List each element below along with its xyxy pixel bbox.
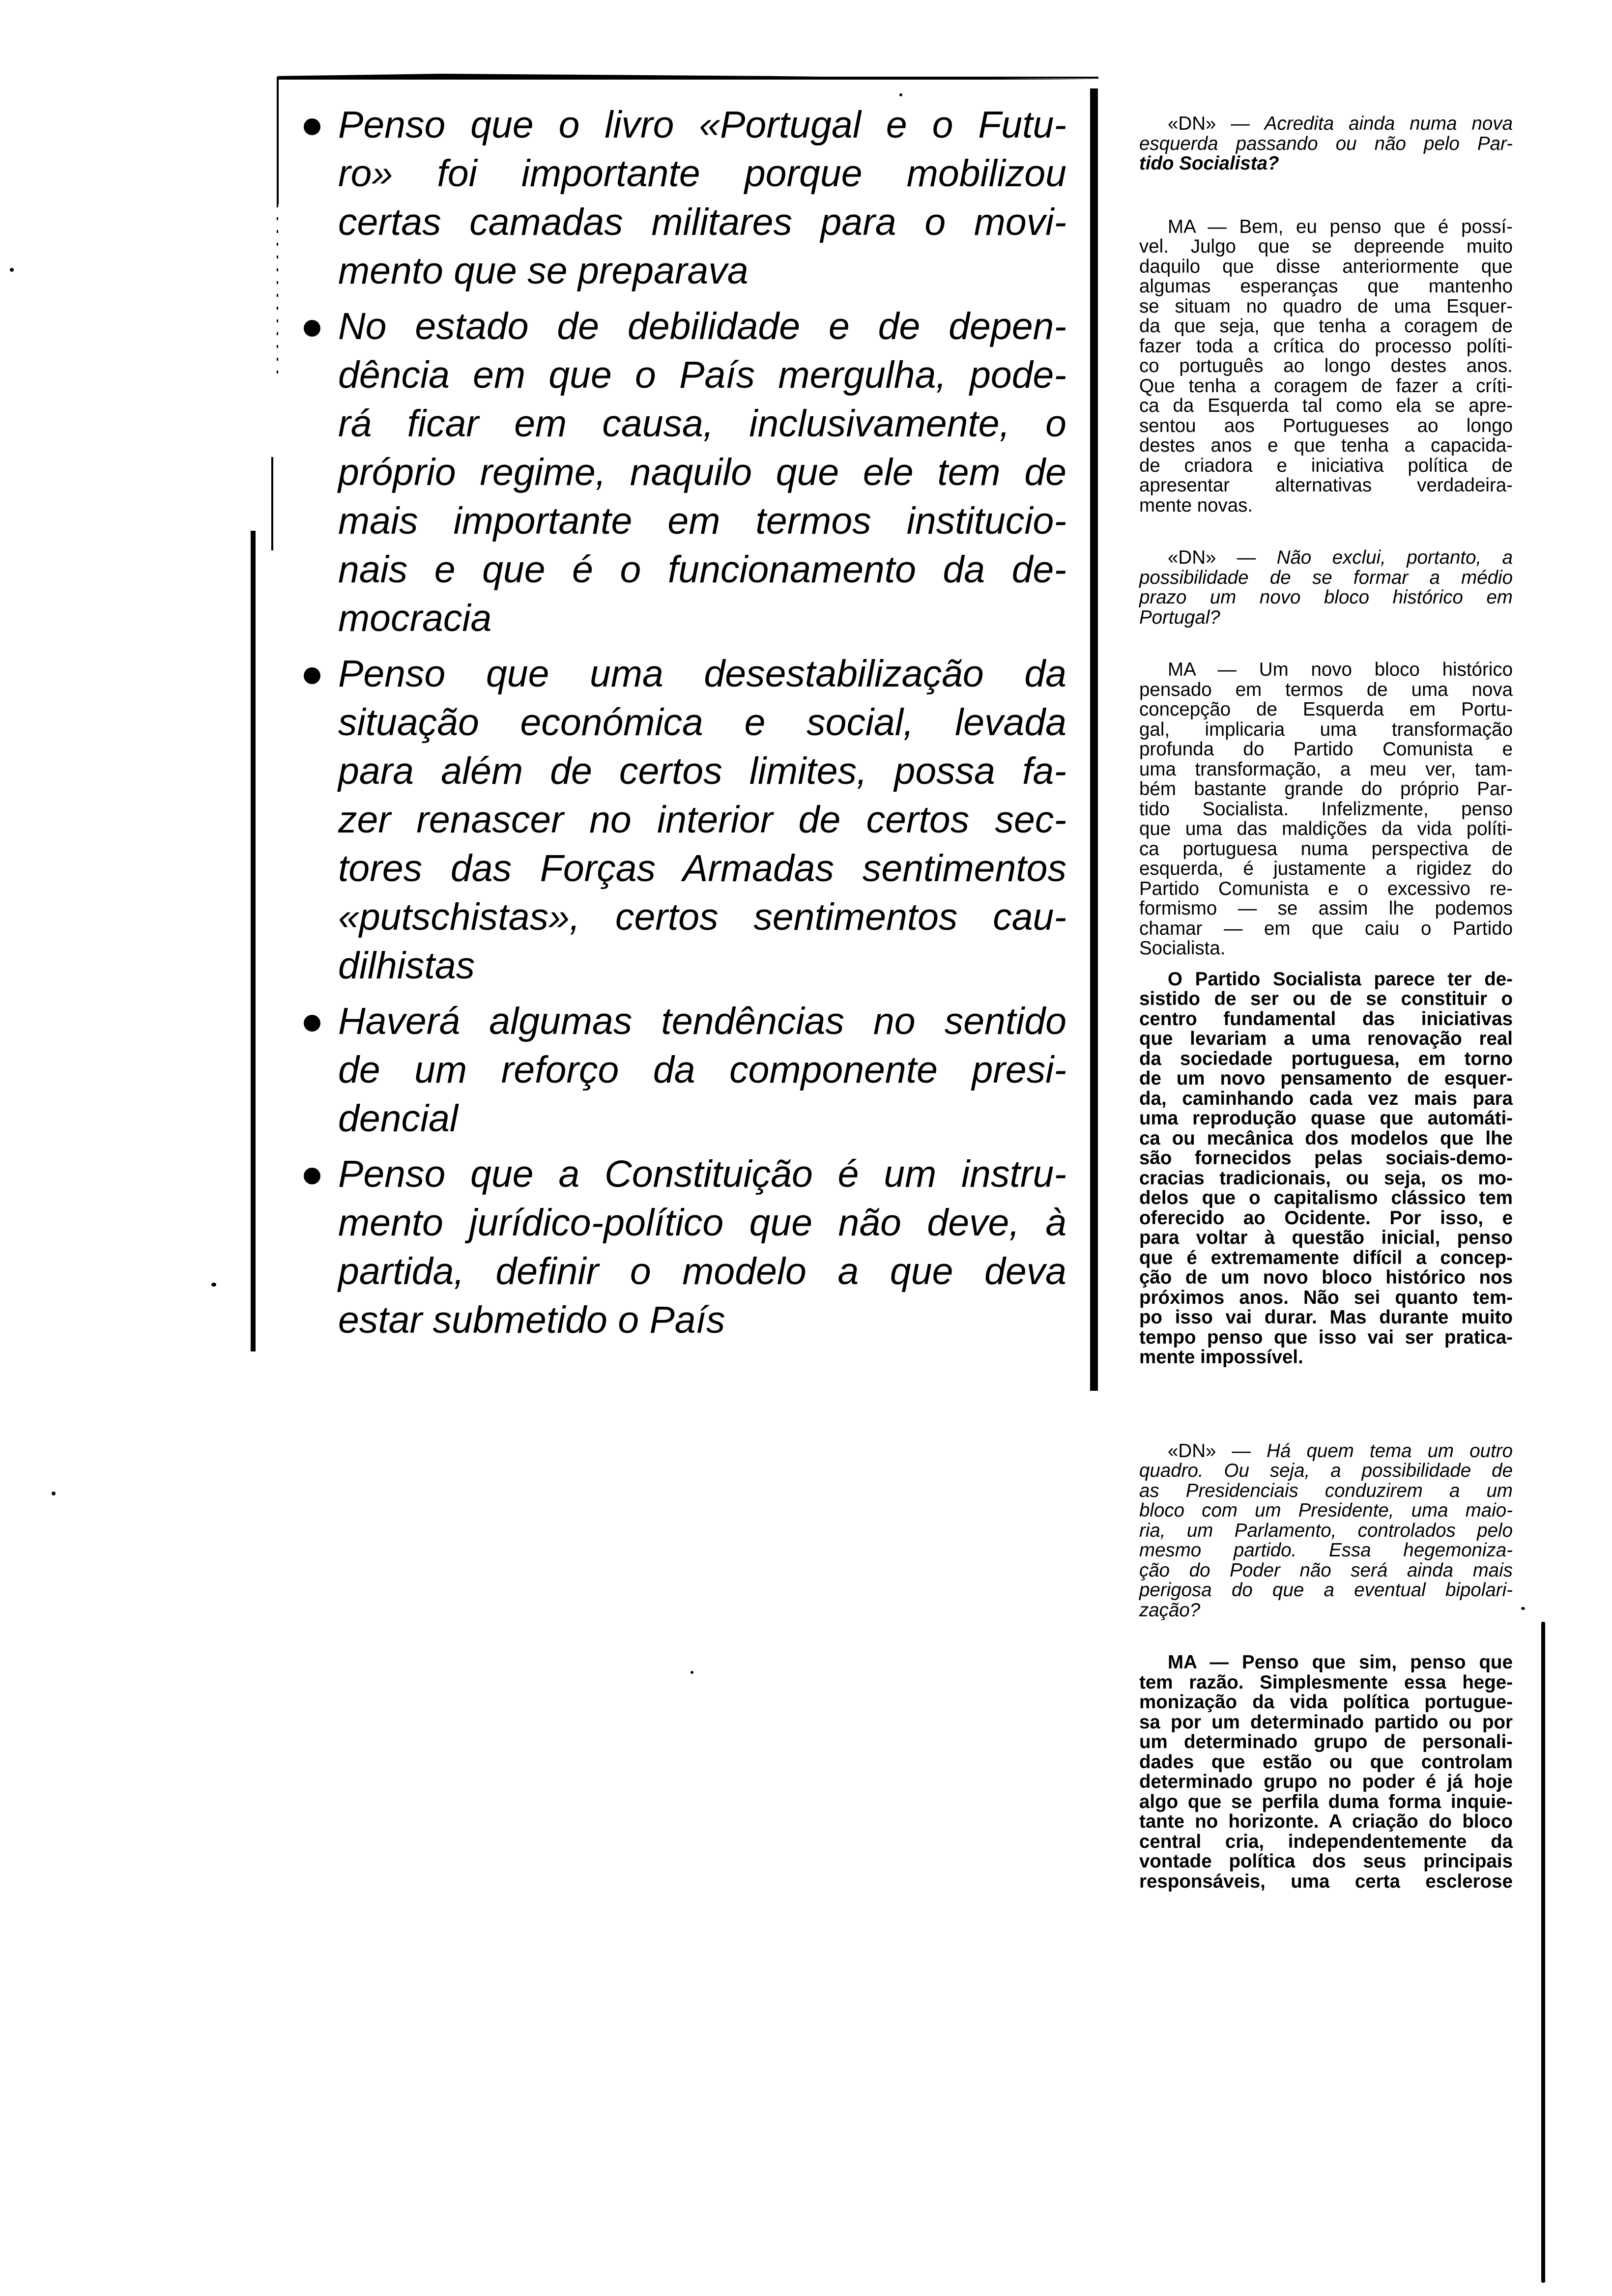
highlight-line: Haverá algumas tendências no sentido	[338, 1000, 1066, 1042]
text-line: esquerda passando ou não pelo Par-	[1139, 133, 1513, 154]
highlight-line: Penso que uma desestabilização da	[338, 653, 1066, 695]
box-right-border-thick	[1090, 88, 1098, 1391]
text-line: da que seja, que tenha a coragem de	[1139, 316, 1513, 337]
highlight-item	[300, 997, 1066, 1143]
answer-paragraph	[1139, 1653, 1513, 1892]
text-line: uma transformação, a meu ver, tam-	[1139, 758, 1513, 780]
scan-speck	[211, 1283, 216, 1287]
text-line: esquerda, é justamente a rigidez do	[1139, 858, 1513, 879]
bullet-icon	[304, 1015, 320, 1032]
text-line: tido Socialista?	[1139, 153, 1279, 174]
text-line: tempo penso que isso vai ser pratica-	[1139, 1326, 1513, 1348]
text-line: mente novas.	[1139, 494, 1253, 516]
text-line: que é extremamente difícil a concep-	[1139, 1247, 1513, 1268]
scan-speck	[1521, 1607, 1525, 1610]
highlight-line: tores das Forças Armadas sentimentos	[338, 847, 1066, 890]
highlight-line: estar submetido o País	[338, 1299, 725, 1341]
text-line: central cria, independentemente da	[1139, 1831, 1513, 1852]
bullet-icon	[304, 1168, 320, 1184]
text-line: são fornecidos pelas sociais-demo-	[1139, 1148, 1513, 1169]
question-paragraph	[1139, 114, 1513, 174]
scan-speck	[52, 1492, 56, 1495]
text-line: ca portuguesa numa perspectiva de	[1139, 838, 1513, 860]
text-line: Que tenha a coragem de fazer a críti-	[1139, 375, 1513, 397]
scan-speck	[691, 1671, 693, 1674]
text-line: Um novo bloco histórico	[1259, 659, 1513, 680]
text-line: as Presidenciais conduzirem a um	[1139, 1480, 1513, 1501]
answer-paragraph	[1139, 217, 1513, 516]
highlight-line: zer renascer no interior de certos sec-	[338, 799, 1066, 841]
highlights-box	[300, 101, 1066, 1351]
text-line: sistido de ser ou de se constituir o	[1139, 988, 1513, 1009]
text-line: apresentar alternativas verdadeira-	[1139, 475, 1513, 496]
text-line: Acredita ainda numa nova	[1264, 113, 1513, 134]
text-line: gal, implicaria uma transformação	[1139, 718, 1513, 740]
text-line: possibilidade de se formar a médio	[1139, 567, 1513, 588]
text-line: O Partido Socialista parece ter de-	[1168, 968, 1513, 990]
speaker-label: «DN» —	[1168, 113, 1265, 134]
highlight-line: situação económica e social, levada	[338, 701, 1066, 744]
text-line: da, caminhando cada vez mais para	[1139, 1088, 1513, 1109]
bullet-icon	[304, 667, 320, 684]
text-line: vontade política dos seus principais	[1139, 1851, 1513, 1872]
scan-speck	[10, 268, 14, 272]
box-left-border-broken	[277, 204, 278, 381]
text-line: pensado em termos de uma nova	[1139, 679, 1513, 700]
text-line: se situam no quadro de uma Esquer-	[1139, 295, 1513, 317]
text-line: fazer toda a crítica do processo políti-	[1139, 335, 1513, 357]
text-line: delos que o capitalismo clássico tem	[1139, 1187, 1513, 1208]
text-line: formismo — se assim lhe podemos	[1139, 898, 1513, 919]
text-line: profunda do Partido Comunista e	[1139, 739, 1513, 760]
highlight-line: rá ficar em causa, inclusivamente, o	[338, 402, 1066, 445]
speaker-label: MA —	[1168, 1652, 1242, 1673]
highlight-line: Penso que o livro «Portugal e o Futu-	[338, 104, 1066, 146]
text-line: prazo um novo bloco histórico em	[1139, 587, 1513, 608]
text-line: Socialista.	[1139, 938, 1226, 959]
text-line: algumas esperanças que mantenho	[1139, 276, 1513, 297]
text-line: cracias tradicionais, ou seja, os mo-	[1139, 1167, 1513, 1189]
text-line: dades que estão ou que controlam	[1139, 1751, 1513, 1773]
text-line: uma reprodução quase que automáti-	[1139, 1108, 1513, 1129]
column-rule	[1541, 1622, 1545, 2283]
answer-paragraph	[1139, 970, 1513, 1368]
text-line: sentou aos Portugueses ao longo	[1139, 415, 1513, 436]
text-line: Portugal?	[1139, 606, 1220, 628]
highlight-line: mento jurídico-político que não deve, à	[338, 1202, 1066, 1244]
text-line: algo que se perfila duma forma inquie-	[1139, 1791, 1513, 1812]
highlight-line: próprio regime, naquilo que ele tem de	[338, 451, 1066, 493]
text-line: ca ou mecânica dos modelos que lhe	[1139, 1127, 1513, 1149]
text-line: concepção de Esquerda em Portu-	[1139, 699, 1513, 720]
highlight-item	[300, 1150, 1066, 1345]
highlight-item	[300, 101, 1066, 295]
text-line: bém bastante grande do próprio Par-	[1139, 778, 1513, 800]
highlight-item	[300, 302, 1066, 643]
text-line: monização da vida política portugue-	[1139, 1692, 1513, 1713]
bullet-icon	[304, 118, 320, 135]
highlight-line: dência em que o País mergulha, pode-	[338, 354, 1066, 396]
highlight-line: «putschistas», certos sentimentos cau-	[338, 896, 1066, 938]
highlight-line: mais importante em termos institucio-	[338, 500, 1066, 542]
highlight-line: nais e que é o funcionamento da de-	[338, 548, 1066, 591]
box-left-border-thick	[251, 531, 256, 1351]
text-line: Há quem tema um outro	[1267, 1440, 1513, 1462]
text-line: vel. Julgo que se depreende muito	[1139, 236, 1513, 257]
text-line: Partido Comunista e o excessivo re-	[1139, 878, 1513, 899]
highlight-line: mocracia	[338, 597, 492, 639]
text-line: perigosa do que a eventual bipolari-	[1139, 1579, 1513, 1601]
text-line: tem razão. Simplesmente essa hege-	[1139, 1671, 1513, 1693]
text-line: chamar — em que caiu o Partido	[1139, 918, 1513, 939]
scan-speck	[899, 93, 902, 96]
text-line: Não exclui, portanto, a	[1276, 547, 1513, 568]
highlight-line: ro» foi importante porque mobilizou	[338, 152, 1066, 195]
box-left-border-segment	[271, 457, 273, 550]
speaker-label: «DN» —	[1168, 547, 1277, 568]
question-paragraph	[1139, 1441, 1513, 1621]
text-line: po isso vai durar. Mas durante muito	[1139, 1307, 1513, 1328]
highlight-line: certas camadas militares para o movi-	[338, 201, 1066, 243]
text-line: tante no horizonte. A criação do bloco	[1139, 1811, 1513, 1832]
text-line: Penso que sim, penso que	[1242, 1652, 1513, 1673]
text-line: responsáveis, uma certa esclerose	[1139, 1870, 1513, 1892]
text-line: de criadora e iniciativa política de	[1139, 455, 1513, 476]
highlight-line: Penso que a Constituição é um instru-	[338, 1153, 1066, 1195]
speaker-label: MA —	[1168, 216, 1239, 237]
highlight-line: dencial	[338, 1097, 459, 1140]
bullet-icon	[304, 320, 320, 337]
highlight-line: partida, definir o modelo a que deva	[338, 1250, 1066, 1292]
text-line: para voltar à questão inicial, penso	[1139, 1227, 1513, 1248]
text-line: próximos anos. Não sei quanto tem-	[1139, 1287, 1513, 1308]
answer-paragraph	[1139, 660, 1513, 959]
text-line: centro fundamental das iniciativas	[1139, 1008, 1513, 1030]
text-line: mente impossível.	[1139, 1347, 1303, 1368]
text-line: ca da Esquerda tal como ela se apre-	[1139, 395, 1513, 416]
highlight-line: de um reforço da componente presi-	[338, 1049, 1066, 1091]
question-paragraph	[1139, 548, 1513, 628]
highlight-item	[300, 650, 1066, 990]
text-line: ção de um novo bloco histórico nos	[1139, 1267, 1513, 1288]
text-line: bloco com um Presidente, uma maio-	[1139, 1500, 1513, 1521]
text-line: tido Socialista. Infelizmente, penso	[1139, 798, 1513, 820]
box-left-border	[277, 77, 279, 204]
text-line: de um novo pensamento de esquer-	[1139, 1068, 1513, 1089]
highlight-line: mento que se preparava	[338, 250, 748, 292]
text-line: mesmo partido. Essa hegemoniza-	[1139, 1540, 1513, 1561]
text-line: co português ao longo destes anos.	[1139, 355, 1513, 376]
highlight-line: dilhistas	[338, 945, 475, 987]
text-line: que levariam a uma renovação real	[1139, 1028, 1513, 1049]
highlight-line: para além de certos limites, possa fa-	[338, 750, 1066, 792]
text-line: daquilo que disse anteriormente que	[1139, 256, 1513, 277]
text-line: destes anos e que tenha a capacida-	[1139, 435, 1513, 456]
speaker-label: MA —	[1168, 659, 1259, 680]
text-line: sa por um determinado partido ou por	[1139, 1711, 1513, 1733]
text-line: quadro. Ou seja, a possibilidade de	[1139, 1460, 1513, 1481]
interview-column	[1139, 114, 1513, 1892]
text-line: ria, um Parlamento, controlados pelo	[1139, 1520, 1513, 1541]
text-line: que uma das maldições da vida políti-	[1139, 818, 1513, 839]
text-line: determinado grupo no poder é já hoje	[1139, 1771, 1513, 1792]
text-line: da sociedade portuguesa, em torno	[1139, 1048, 1513, 1069]
text-line: ção do Poder não será ainda mais	[1139, 1559, 1513, 1581]
text-line: oferecido ao Ocidente. Por isso, e	[1139, 1207, 1513, 1229]
text-line: Bem, eu penso que é possí-	[1239, 216, 1513, 237]
speaker-label: «DN» —	[1168, 1440, 1267, 1462]
text-line: um determinado grupo de personali-	[1139, 1731, 1513, 1752]
highlight-line: No estado de debilidade e de depen-	[338, 305, 1066, 347]
text-line: zação?	[1139, 1599, 1201, 1621]
